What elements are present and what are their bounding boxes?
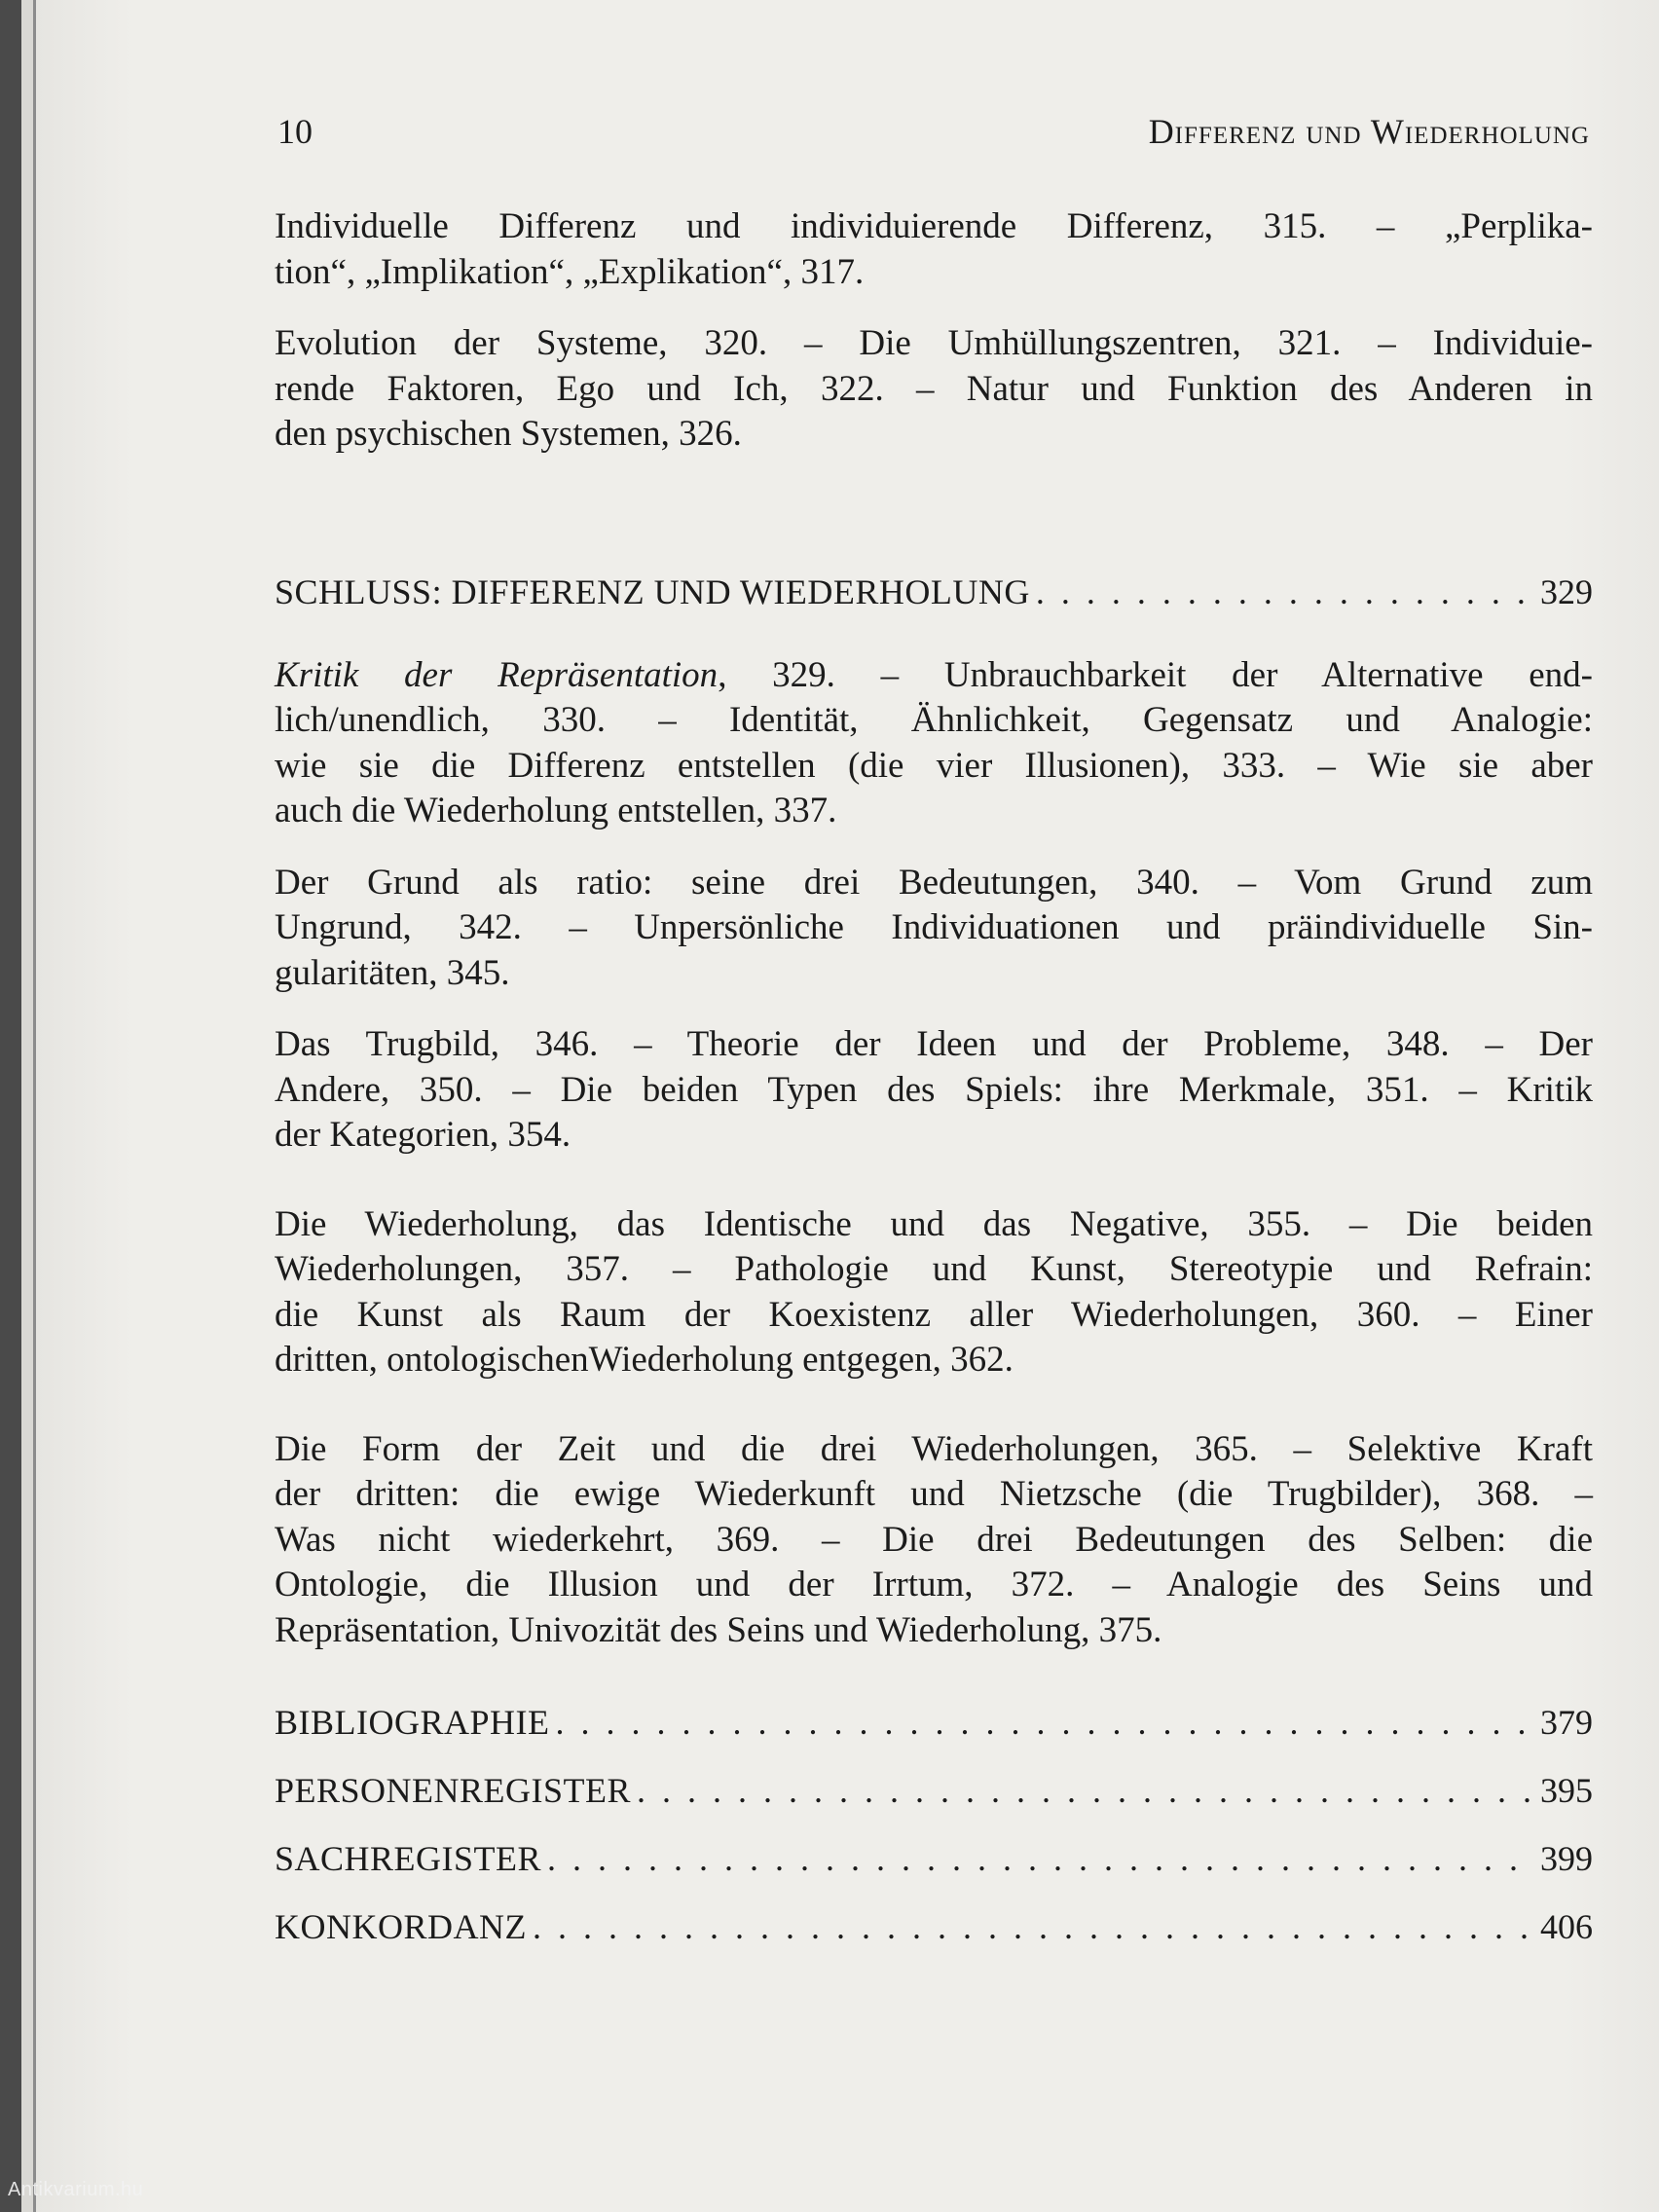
text-line: lich/unendlich, 330. – Identität, Ähnlichkeit, Gegensatz und Analogie: [275,700,1593,740]
toc-paragraph-form-der-zeit [275,1427,1593,1654]
text-line: der Kategorien, 354. [275,1115,571,1155]
text-line [275,653,1593,699]
dot-leader [1030,570,1536,614]
toc-entry-page: 329 [1540,571,1593,611]
running-head [277,111,1590,160]
toc-paragraph-individuelle-differenz [275,204,1593,295]
toc-entry-page: 399 [1540,1839,1593,1878]
text-line: tion“, „Implikation“, „Explikation“, 317. [275,251,865,292]
dot-leader [527,1904,1536,1949]
text-line: den psychischen Systemen, 326. [275,414,742,454]
watermark: Antikvarium.hu [8,2179,144,2200]
text-line: wie sie die Differenz entstellen (die vier Illusionen), 333. – Wie sie aber [275,745,1593,786]
toc-paragraph-grund [275,861,1593,997]
toc-entry-page: 406 [1540,1907,1593,1946]
dot-leader [541,1836,1536,1881]
text-line: Ungrund, 342. – Unpersönliche Individuationen und präindividuelle Sin- [275,907,1593,947]
text-line: Repräsentation, Univozität des Seins und Wiederholung, 375. [275,1609,1162,1650]
text-line: die Kunst als Raum der Koexistenz aller Wiederholungen, 360. – Einer [275,1294,1593,1335]
text-line: der dritten: die ewige Wiederkunft und Nietzsche (die Trugbilder), 368. – [275,1474,1593,1514]
toc-paragraph-evolution [275,321,1593,458]
toc-entry-sachregister[interactable] [275,1836,1593,1881]
toc-entry-label: PERSONENREGISTER [275,1771,632,1810]
text-line: Das Trugbild, 346. – Theorie der Ideen und der Probleme, 348. – Der [275,1024,1593,1064]
text-line: Wiederholungen, 357. – Pathologie und Kunst, Stereotypie und Refrain: [275,1249,1593,1289]
text-line: auch die Wiederholung entstellen, 337. [275,791,837,830]
toc-entry-bibliographie[interactable] [275,1700,1593,1745]
toc-entry-label: KONKORDANZ [275,1907,527,1946]
toc-entry-page: 379 [1540,1703,1593,1742]
toc-entry-label: BIBLIOGRAPHIE [275,1703,550,1742]
scanner-edge-gap [21,0,33,2212]
toc-entry-label: SCHLUSS: DIFFERENZ UND WIEDERHOLUNG [275,571,1030,611]
dot-leader [550,1700,1537,1745]
text-run: , 329. – Unbrauchbarkeit der Alternative end- [718,654,1593,695]
toc-paragraph-wiederholung [275,1202,1593,1383]
text-line: Die Wiederholung, das Identische und das Negative, 355. – Die beiden [275,1203,1593,1244]
text-line: gularitäten, 345. [275,952,510,993]
toc-entry-page: 395 [1540,1771,1593,1810]
dot-leader [631,1768,1536,1813]
page-number: 10 [277,112,313,151]
toc-entry-label: SACHREGISTER [275,1839,542,1878]
text-line: Individuelle Differenz und individuierende Differenz, 315. – „Perplika- [275,206,1593,246]
toc-paragraph-trugbild [275,1022,1593,1159]
text-line: Was nicht wiederkehrt, 369. – Die drei Bedeutungen des Selben: die [275,1519,1593,1560]
text-line: dritten, ontologischenWiederholung entgegen, 362. [275,1340,1014,1380]
running-title: Differenz und Wiederholung [1148,112,1590,151]
backmatter-list [275,1700,1593,1949]
scanner-edge [0,0,21,2212]
text-line: Evolution der Systeme, 320. – Die Umhüllungszentren, 321. – Individuie- [275,323,1593,363]
toc-entry-konkordanz[interactable] [275,1904,1593,1949]
toc-entry-schluss[interactable] [275,570,1593,614]
toc-paragraph-kritik [275,653,1593,834]
text-line: Die Form der Zeit und die drei Wiederholungen, 365. – Selektive Kraft [275,1428,1593,1469]
italic-lead: Kritik der Repräsentation [275,654,719,695]
text-line: Andere, 350. – Die beiden Typen des Spiels: ihre Merkmale, 351. – Kritik [275,1069,1593,1110]
toc-content [275,204,1593,1972]
text-line: rende Faktoren, Ego und Ich, 322. – Natur und Funktion des Anderen in [275,368,1593,409]
text-line: Ontologie, die Illusion und der Irrtum, 372. – Analogie des Seins und [275,1565,1593,1604]
toc-entry-personenregister[interactable] [275,1768,1593,1813]
text-line: Der Grund als ratio: seine drei Bedeutungen, 340. – Vom Grund zum [275,862,1593,903]
